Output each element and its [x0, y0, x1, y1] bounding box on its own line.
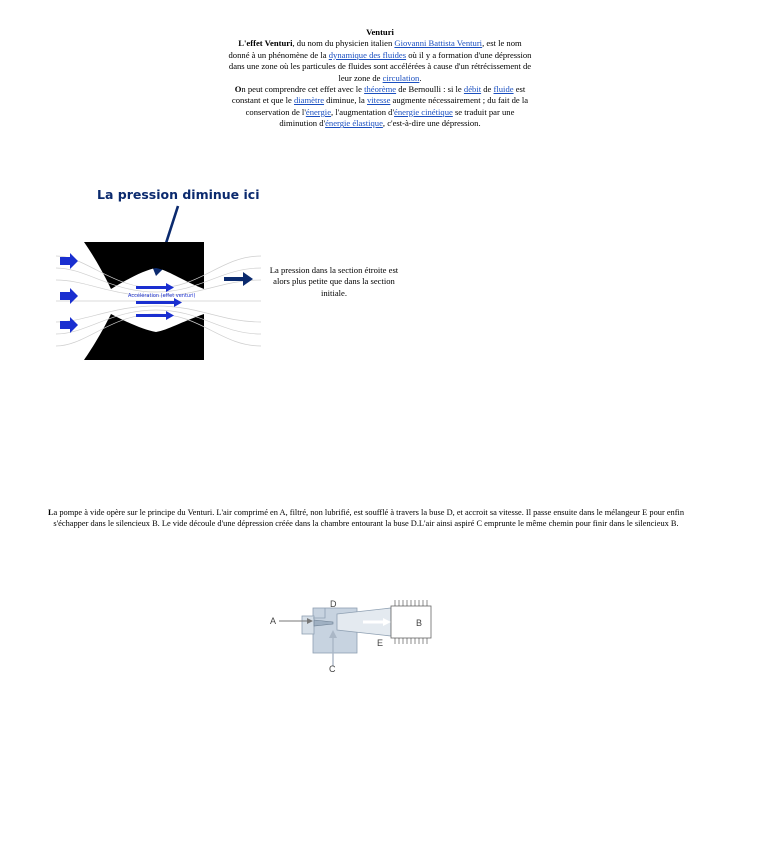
lower-wall	[84, 314, 204, 360]
intro-section	[228, 27, 532, 130]
pump-paragraph	[46, 507, 686, 529]
intro-paragraph-1	[228, 38, 532, 84]
right-arrow-icon	[224, 271, 254, 287]
text-run: diminue, la	[324, 95, 367, 106]
wiki-link[interactable]: énergie élastique	[325, 118, 383, 129]
text-run: , du nom du physicien italien	[292, 38, 395, 49]
page-title: Venturi	[366, 27, 394, 37]
wiki-link[interactable]: théorème	[364, 84, 397, 95]
text-run: n peut comprendre cet effet avec le	[241, 84, 365, 95]
text-run: augmente nécessairement ; du fait de la conservation de l'	[245, 95, 529, 117]
bold-text: L'effet Venturi	[238, 38, 293, 49]
wiki-link[interactable]: énergie	[305, 106, 332, 117]
text-run: , c'est-à-dire une dépression.	[382, 118, 481, 129]
figure-caption: La pression dans la section étroite est alors plus petite que dans la section initiale.	[269, 265, 399, 298]
wiki-link[interactable]: énergie cinétique	[394, 106, 453, 117]
upper-wall	[84, 242, 204, 289]
text-run: de	[481, 84, 494, 95]
text-run: est constant et que le	[231, 84, 526, 106]
label-a: A	[270, 616, 277, 626]
inner-label: Accélération (effet venturi)	[128, 293, 196, 299]
text-run: se traduit par une diminution d'	[279, 106, 515, 129]
bold-text: O	[234, 84, 242, 95]
label-e: E	[377, 638, 384, 648]
wiki-link[interactable]: diamètre	[293, 95, 325, 106]
text-run: , l'augmentation d'	[331, 106, 395, 117]
label-b: B	[416, 618, 423, 628]
label-d: D	[330, 599, 337, 609]
wiki-link[interactable]: Giovanni Battista Venturi	[394, 38, 483, 49]
label-c: C	[329, 664, 336, 674]
wiki-link[interactable]: débit	[463, 84, 482, 95]
wiki-link[interactable]: vitesse	[367, 95, 391, 106]
drop-cap: L	[47, 508, 54, 517]
wiki-link[interactable]: circulation	[382, 72, 420, 83]
wiki-link[interactable]: dynamique des fluides	[328, 49, 407, 60]
inlet-arrows	[60, 253, 78, 333]
text-run: où il y a formation d'une dépression dans une zone où les particules de fluides sont accélérées à cause d'un rétrécissement de leur zone de	[228, 49, 532, 83]
figure-heading: La pression diminue ici	[97, 187, 260, 202]
wiki-link[interactable]: fluide	[493, 84, 514, 95]
intro-paragraph-2	[228, 84, 532, 130]
vacuum-pump-diagram	[267, 596, 437, 676]
text-run: de Bernoulli : si le	[396, 84, 464, 95]
silencer	[391, 606, 431, 638]
throat-arrows	[136, 283, 182, 320]
text-run: , est le nom donné à un phénomène de la	[228, 38, 522, 60]
pump-text: a pompe à vide opère sur le principe du Venturi. L'air comprimé en A, filtré, non lubrifié, est soufflé à travers la buse D, et accroit sa vitesse. Il passe ensuite dans le mélangeur E pour enfin s'échapper dans le silencieux B. Le vide découle d'une dépression créée dans la chambre entourant la buse D.L'air ainsi aspiré C emprunte le même chemin pour finir dans le silencieux B.	[53, 508, 685, 529]
text-run: .	[419, 72, 422, 83]
